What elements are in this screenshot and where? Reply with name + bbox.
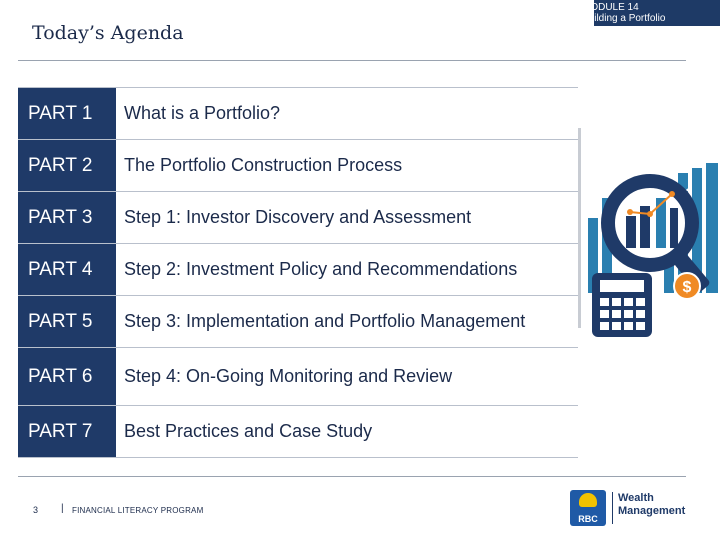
agenda-item-7 <box>18 406 578 458</box>
page-number: 3 <box>33 505 39 515</box>
agenda-item-6 <box>18 348 578 406</box>
footer-divider <box>18 476 686 477</box>
portfolio-illustration <box>578 128 720 348</box>
logo-divider <box>612 492 613 524</box>
lion-icon <box>579 493 597 507</box>
rbc-wealth-logo <box>570 488 690 528</box>
part-tag: PART 2 <box>18 140 116 191</box>
agenda-label: Step 2: Investment Policy and Recommendations <box>124 259 518 279</box>
module-label <box>582 2 702 24</box>
program-name: FINANCIAL LITERACY PROGRAM <box>72 506 204 515</box>
dollar-coin-icon <box>674 273 700 299</box>
part-tag: PART 7 <box>18 406 116 457</box>
part-tag: PART 4 <box>18 244 116 295</box>
agenda-label: Best Practices and Case Study <box>124 421 373 441</box>
module-number: MODULE 14 <box>582 2 639 13</box>
agenda-item-1 <box>18 87 578 140</box>
logo-wordmark <box>618 492 685 518</box>
agenda-label: Step 3: Implementation and Portfolio Management <box>124 311 526 331</box>
svg-text:$: $ <box>682 279 692 296</box>
part-tag: PART 6 <box>18 348 116 405</box>
logo-bank: RBC <box>578 514 598 524</box>
agenda-list <box>18 87 578 458</box>
calculator-icon <box>592 273 652 337</box>
logo-line2: Management <box>618 505 686 517</box>
agenda-item-3 <box>18 192 578 244</box>
agenda-item-5 <box>18 296 578 348</box>
part-tag: PART 3 <box>18 192 116 243</box>
title-divider <box>18 60 686 61</box>
page-title: Today’s Agenda <box>32 22 184 44</box>
agenda-label: Step 1: Investor Discovery and Assessment <box>124 207 472 227</box>
logo-line1: Wealth <box>618 492 654 504</box>
footer-separator: | <box>61 503 64 514</box>
agenda-label: The Portfolio Construction Process <box>124 155 403 175</box>
agenda-item-2 <box>18 140 578 192</box>
agenda-label: Step 4: On-Going Monitoring and Review <box>124 366 453 386</box>
rbc-shield-icon <box>570 490 606 526</box>
module-title: Building a Portfolio <box>582 13 666 24</box>
agenda-item-4 <box>18 244 578 296</box>
part-tag: PART 5 <box>18 296 116 347</box>
part-tag: PART 1 <box>18 88 116 139</box>
agenda-label: What is a Portfolio? <box>124 103 281 123</box>
